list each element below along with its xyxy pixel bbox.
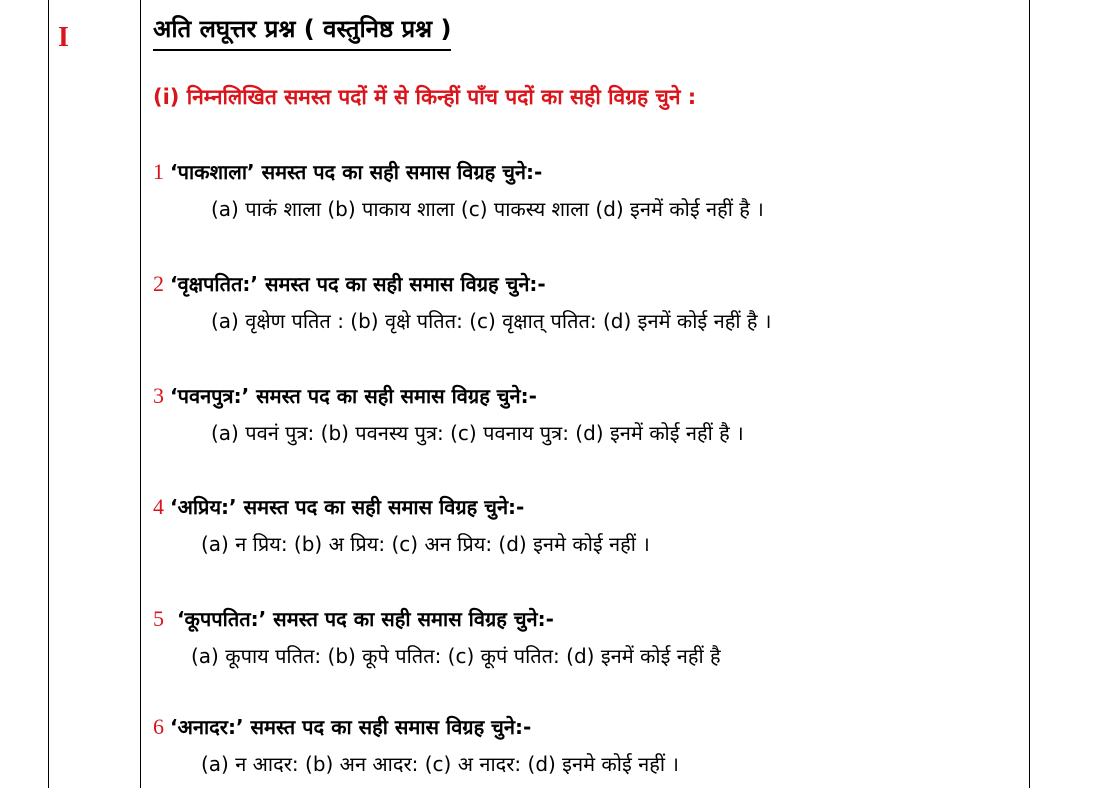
question-line (153, 492, 1023, 522)
question-options: (a) न प्रिय: (b) अ प्रिय: (c) अन प्रिय: (d) इनमे कोई नहीं । (201, 532, 650, 556)
section-header (153, 12, 1023, 113)
question-2 (153, 269, 1023, 336)
question-5 (153, 604, 1023, 671)
question-line (153, 157, 1023, 187)
question-text: ‘कूपपतित:’ समस्त पद का सही समास विग्रह चुने:- (170, 607, 554, 631)
question-4 (153, 492, 1023, 559)
question-line (153, 604, 1023, 634)
question-options: (a) पवनं पुत्र: (b) पवनस्य पुत्र: (c) पवनाय पुत्र: (d) इनमें कोई नहीं है । (211, 421, 744, 445)
question-6 (153, 712, 1023, 779)
question-number: 3 (153, 383, 164, 408)
question-text: ‘अनादर:’ समस्त पद का सही समास विग्रह चुने:- (170, 715, 532, 739)
question-number: 2 (153, 271, 164, 296)
question-text: ‘पवनपुत्र:’ समस्त पद का सही समास विग्रह चुने:- (170, 384, 537, 408)
section-number: I (58, 22, 69, 53)
question-1 (153, 157, 1023, 224)
instruction-text: (i) निम्नलिखित समस्त पदों में से किन्हीं पाँच पदों का सही विग्रह चुने : (153, 85, 697, 109)
question-3 (153, 381, 1023, 448)
column-divider (140, 0, 141, 788)
question-number: 4 (153, 494, 164, 519)
question-options: (a) कूपाय पतित: (b) कूपे पतित: (c) कूपं पतित: (d) इनमें कोई नहीं है (191, 644, 721, 668)
question-line (153, 381, 1023, 411)
question-options: (a) न आदर: (b) अन आदर: (c) अ नादर: (d) इनमे कोई नहीं । (201, 752, 679, 776)
question-text: ‘वृक्षपतित:’ समस्त पद का सही समास विग्रह चुने:- (170, 272, 546, 296)
question-number: 6 (153, 714, 164, 739)
question-line (153, 712, 1023, 742)
section-heading: अति लघूत्तर प्रश्न ( वस्तुनिष्ठ प्रश्न ) (153, 12, 451, 51)
question-options: (a) पाकं शाला (b) पाकाय शाला (c) पाकस्य शाला (d) इनमें कोई नहीं है । (211, 197, 764, 221)
question-number: 5 (153, 606, 164, 631)
question-options: (a) वृक्षेण पतित : (b) वृक्षे पतित: (c) वृक्षात् पतित: (d) इनमें कोई नहीं है । (211, 309, 772, 333)
question-text: ‘अप्रिय:’ समस्त पद का सही समास विग्रह चुने:- (170, 495, 525, 519)
question-line (153, 269, 1023, 299)
question-text: ‘पाकशाला’ समस्त पद का सही समास विग्रह चुने:- (170, 160, 543, 184)
question-number: 1 (153, 159, 164, 184)
